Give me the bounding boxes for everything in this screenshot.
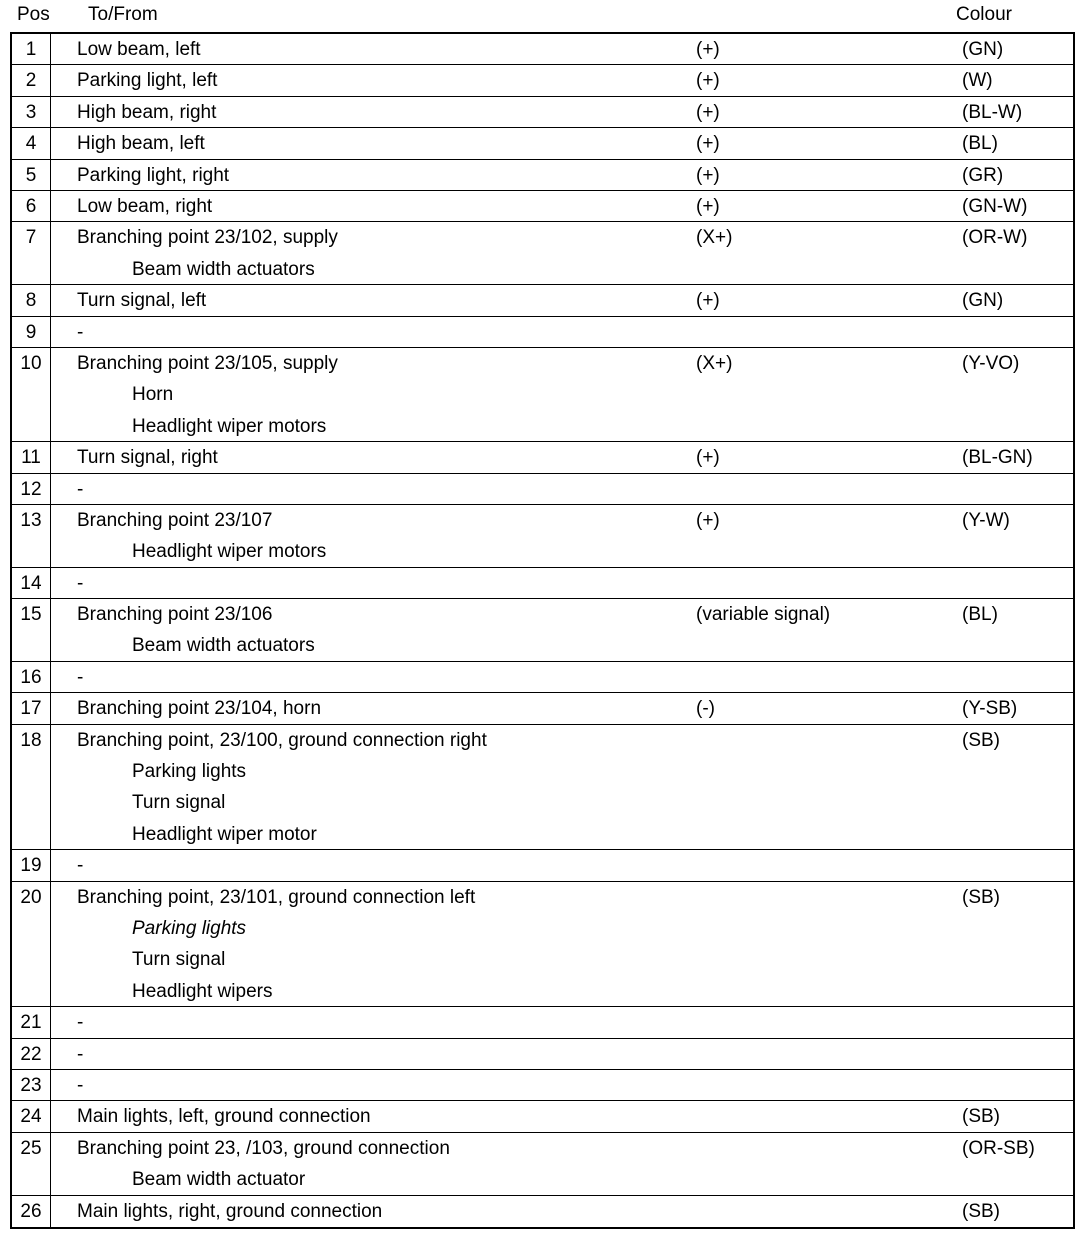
table-row xyxy=(12,222,1073,285)
pos-cell: 18 xyxy=(12,725,51,850)
to-from-sub-item: Headlight wipers xyxy=(132,980,273,1002)
pos-cell: 4 xyxy=(12,128,51,158)
table-row xyxy=(12,191,1073,222)
to-from-cell: Branching point 23/102, supply xyxy=(77,227,338,249)
table-row xyxy=(12,317,1073,348)
table-row xyxy=(12,505,1073,568)
signal-cell: (+) xyxy=(696,509,720,531)
colour-cell: (W) xyxy=(962,70,993,92)
to-from-cell: Branching point 23/104, horn xyxy=(77,698,322,720)
to-from-cell: Branching point 23/107 xyxy=(77,509,273,531)
to-from-sub-item: Headlight wiper motors xyxy=(132,415,327,437)
to-from-cell: - xyxy=(77,1043,84,1065)
pos-cell: 21 xyxy=(12,1007,51,1037)
table-row xyxy=(12,662,1073,693)
table-row xyxy=(12,1039,1073,1070)
to-from-cell: Parking light, left xyxy=(77,70,218,92)
table-row xyxy=(12,1007,1073,1038)
pos-cell: 1 xyxy=(12,34,51,64)
pos-cell: 26 xyxy=(12,1196,51,1227)
to-from-sub-item: Headlight wiper motors xyxy=(132,541,327,563)
table-row xyxy=(12,34,1073,65)
to-from-sub-item: Headlight wiper motor xyxy=(132,823,317,845)
signal-cell: (+) xyxy=(696,101,720,123)
pos-cell: 11 xyxy=(12,442,51,472)
to-from-cell: Turn signal, right xyxy=(77,447,218,469)
pos-cell: 12 xyxy=(12,474,51,504)
pos-cell: 22 xyxy=(12,1039,51,1069)
pos-cell: 15 xyxy=(12,599,51,661)
pos-cell: 8 xyxy=(12,285,51,315)
colour-cell: (OR-SB) xyxy=(962,1137,1035,1159)
signal-cell: (+) xyxy=(696,195,720,217)
to-from-cell: High beam, left xyxy=(77,133,205,155)
to-from-cell: Branching point 23/105, supply xyxy=(77,352,338,374)
to-from-sub-item: Turn signal xyxy=(132,949,226,971)
pos-cell: 19 xyxy=(12,850,51,880)
to-from-sub-item: Turn signal xyxy=(132,792,226,814)
to-from-cell: - xyxy=(77,1075,84,1097)
table-row xyxy=(12,1133,1073,1196)
table-row xyxy=(12,725,1073,851)
table-row xyxy=(12,568,1073,599)
table-row xyxy=(12,1196,1073,1227)
table-row xyxy=(12,160,1073,191)
signal-cell: (+) xyxy=(696,164,720,186)
colour-cell: (BL-GN) xyxy=(962,447,1033,469)
signal-cell: (+) xyxy=(696,39,720,60)
signal-cell: (-) xyxy=(696,698,715,720)
colour-cell: (GN-W) xyxy=(962,195,1028,217)
pos-cell: 23 xyxy=(12,1070,51,1100)
to-from-cell: Low beam, right xyxy=(77,195,213,217)
table-row xyxy=(12,474,1073,505)
to-from-cell: Main lights, left, ground connection xyxy=(77,1106,371,1128)
table-row xyxy=(12,128,1073,159)
pos-cell: 9 xyxy=(12,317,51,347)
colour-cell: (SB) xyxy=(962,729,1000,751)
table-row xyxy=(12,285,1073,316)
pos-cell: 10 xyxy=(12,348,51,441)
signal-cell: (+) xyxy=(696,70,720,92)
colour-cell: (SB) xyxy=(962,1106,1000,1128)
colour-cell: (BL) xyxy=(962,133,998,155)
pos-cell: 25 xyxy=(12,1133,51,1195)
to-from-cell: Branching point 23/106 xyxy=(77,604,273,626)
to-from-sub-item: Beam width actuator xyxy=(132,1169,306,1191)
to-from-cell: Branching point, 23/100, ground connection right xyxy=(77,729,487,751)
table-row xyxy=(12,693,1073,724)
to-from-cell: Branching point, 23/101, ground connection left xyxy=(77,886,476,908)
to-from-sub-item: Beam width actuators xyxy=(132,258,315,280)
to-from-cell: - xyxy=(77,478,84,500)
to-from-cell: Turn signal, left xyxy=(77,290,207,312)
table-row xyxy=(12,1070,1073,1101)
to-from-cell: High beam, right xyxy=(77,101,217,123)
colour-cell: (GR) xyxy=(962,164,1004,186)
colour-cell: (SB) xyxy=(962,1200,1000,1222)
to-from-sub-item: Beam width actuators xyxy=(132,635,315,657)
pos-cell: 17 xyxy=(12,693,51,723)
pos-cell: 13 xyxy=(12,505,51,567)
table-row xyxy=(12,348,1073,442)
table-row xyxy=(12,442,1073,473)
pos-cell: 3 xyxy=(12,97,51,127)
colour-cell: (SB) xyxy=(962,886,1000,908)
to-from-cell: - xyxy=(77,666,84,688)
colour-cell: (OR-W) xyxy=(962,227,1028,249)
colour-cell: (BL-W) xyxy=(962,101,1023,123)
pos-cell: 2 xyxy=(12,65,51,95)
pos-cell: 5 xyxy=(12,160,51,190)
colour-cell: (Y-SB) xyxy=(962,698,1018,720)
colour-cell: (GN) xyxy=(962,39,1004,60)
to-from-cell: Low beam, left xyxy=(77,39,201,60)
header-to-from: To/From xyxy=(88,4,158,25)
to-from-cell: - xyxy=(77,1012,84,1034)
pos-cell: 16 xyxy=(12,662,51,692)
signal-cell: (X+) xyxy=(696,227,733,249)
to-from-cell: - xyxy=(77,572,84,594)
table-row xyxy=(12,599,1073,662)
to-from-sub-item: Horn xyxy=(132,384,174,406)
to-from-sub-item: Parking lights xyxy=(132,918,247,940)
colour-cell: (Y-VO) xyxy=(962,352,1020,374)
signal-cell: (+) xyxy=(696,447,720,469)
pos-cell: 24 xyxy=(12,1101,51,1131)
table-row xyxy=(12,1101,1073,1132)
colour-cell: (BL) xyxy=(962,604,998,626)
header-colour: Colour xyxy=(956,4,1012,25)
header-pos: Pos xyxy=(17,4,50,25)
to-from-sub-item: Parking lights xyxy=(132,761,247,783)
colour-cell: (GN) xyxy=(962,290,1004,312)
table-row xyxy=(12,850,1073,881)
pos-cell: 14 xyxy=(12,568,51,598)
to-from-cell: Branching point 23, /103, ground connection xyxy=(77,1137,450,1159)
wiring-table xyxy=(10,32,1075,1229)
table-row xyxy=(12,65,1073,96)
to-from-cell: Main lights, right, ground connection xyxy=(77,1200,383,1222)
signal-cell: (+) xyxy=(696,133,720,155)
to-from-cell: - xyxy=(77,855,84,877)
table-row xyxy=(12,882,1073,1008)
signal-cell: (variable signal) xyxy=(696,604,831,626)
pos-cell: 20 xyxy=(12,882,51,1007)
signal-cell: (+) xyxy=(696,290,720,312)
to-from-cell: Parking light, right xyxy=(77,164,230,186)
pos-cell: 7 xyxy=(12,222,51,284)
table-row xyxy=(12,97,1073,128)
signal-cell: (X+) xyxy=(696,352,733,374)
pos-cell: 6 xyxy=(12,191,51,221)
to-from-cell: - xyxy=(77,321,84,343)
colour-cell: (Y-W) xyxy=(962,509,1010,531)
